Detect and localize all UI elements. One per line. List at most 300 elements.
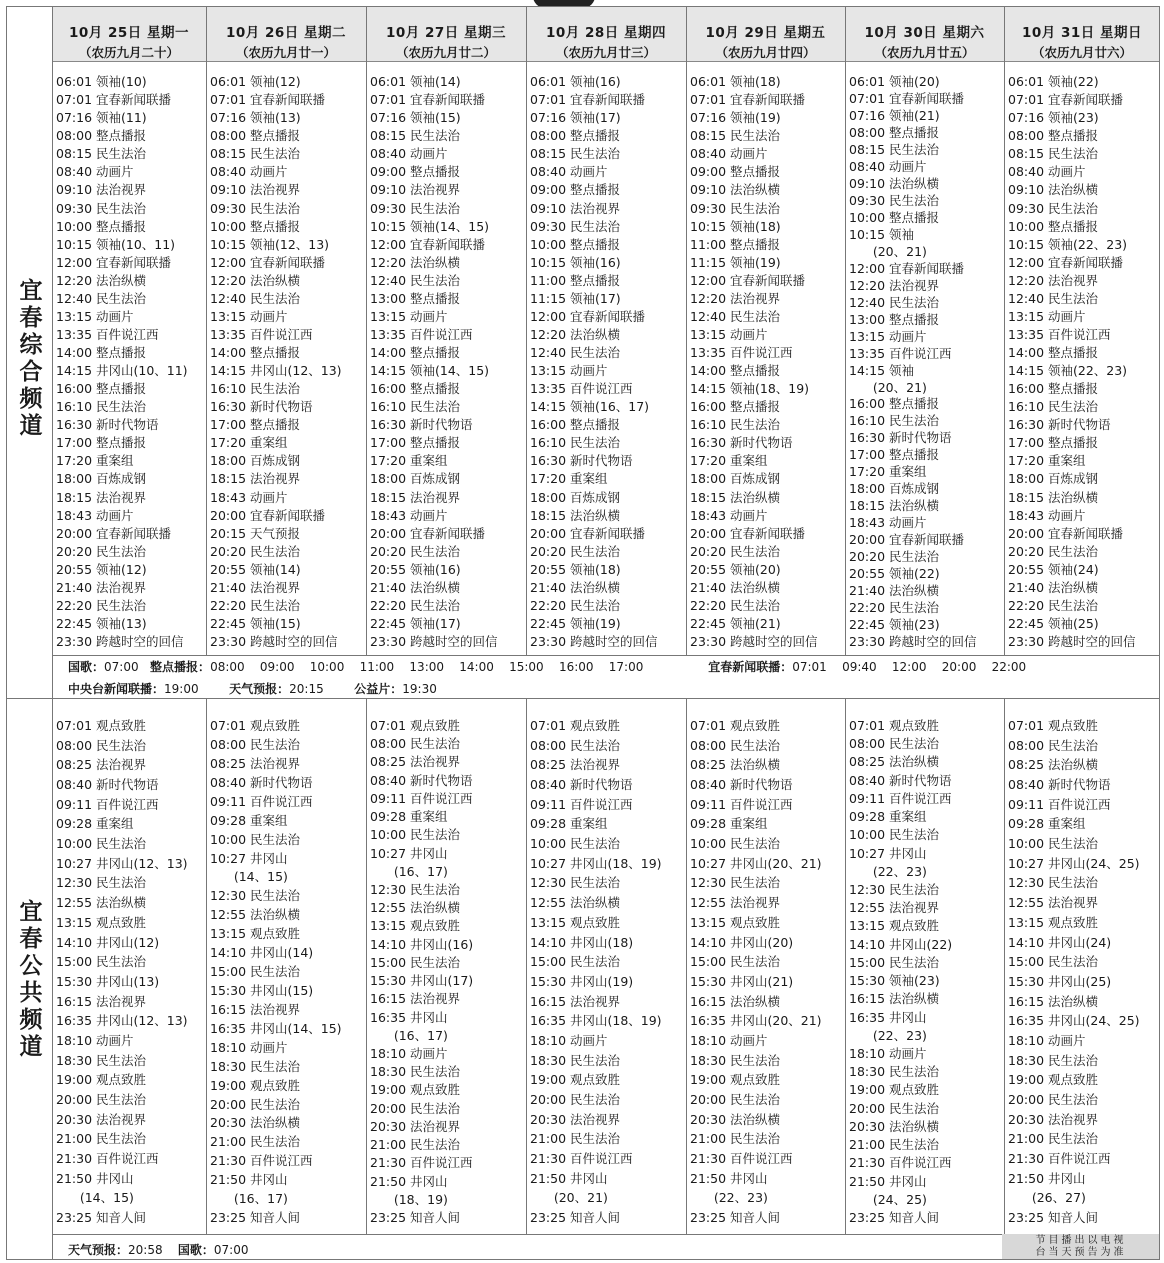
program-entry: 12:40 民生法治 <box>1008 290 1098 306</box>
channel-1-note-line-1 <box>68 658 1026 675</box>
program-entry: (16、17) <box>370 1027 448 1043</box>
program-entry: 07:01 宜春新闻联播 <box>849 91 964 106</box>
program-entry: 08:00 民生法治 <box>849 736 939 752</box>
program-entry: 16:00 整点播报 <box>1008 381 1098 397</box>
rule-right <box>1159 6 1160 1260</box>
program-entry: 09:00 整点播报 <box>370 164 460 180</box>
day-header <box>52 6 206 62</box>
program-entry: 13:15 动画片 <box>690 326 768 342</box>
program-entry: 18:10 动画片 <box>530 1032 608 1048</box>
rule-col-ch1 <box>1004 6 1005 655</box>
program-entry: 16:10 民生法治 <box>210 381 300 397</box>
program-entry: 21:40 法治纵横 <box>530 579 620 595</box>
day-lunar: （农历九月廿六） <box>1031 45 1132 60</box>
channel-2-note-line-1 <box>68 1241 248 1258</box>
program-entry: 17:00 整点播报 <box>1008 435 1098 451</box>
program-entry: 09:10 法治视界 <box>530 200 620 216</box>
program-entry: 23:30 跨越时空的回信 <box>210 634 338 649</box>
program-entry: 19:00 观点致胜 <box>849 1082 939 1098</box>
program-entry: 08:40 动画片 <box>370 146 448 162</box>
program-entry: 21:50 井冈山 <box>56 1170 134 1186</box>
schedule-column <box>845 718 1004 1226</box>
program-entry: 18:15 法治纵横 <box>530 507 620 523</box>
program-entry: 16:10 民生法治 <box>530 435 620 451</box>
program-entry: 10:00 整点播报 <box>849 209 939 225</box>
program-entry: 23:30 跨越时空的回信 <box>1008 634 1136 649</box>
program-entry: 12:30 民生法治 <box>690 875 780 891</box>
program-entry: 15:00 民生法治 <box>1008 954 1098 970</box>
program-entry: 08:00 整点播报 <box>1008 128 1098 144</box>
program-entry: 12:55 法治纵横 <box>56 895 146 911</box>
program-entry: 10:27 井冈山 <box>370 845 448 861</box>
program-entry: 13:15 观点致胜 <box>1008 914 1098 930</box>
schedule-column <box>52 74 206 650</box>
program-entry: 09:10 法治视界 <box>370 182 460 198</box>
day-date: 10月 30日 星期六 <box>864 25 985 41</box>
program-entry: 13:15 动画片 <box>370 308 448 324</box>
program-entry: 18:00 百炼成钢 <box>210 453 300 469</box>
program-entry: 07:01 宜春新闻联播 <box>690 92 805 108</box>
program-entry: 22:20 民生法治 <box>849 600 939 616</box>
program-entry: 21:00 民生法治 <box>530 1131 620 1147</box>
program-entry: 22:20 民生法治 <box>530 597 620 613</box>
program-entry: 20:00 宜春新闻联播 <box>210 507 325 523</box>
program-entry: 10:15 领袖(12、13) <box>210 236 330 252</box>
program-entry: 12:55 法治纵横 <box>210 907 300 923</box>
program-entry: 08:25 法治视界 <box>210 755 300 771</box>
channel-name: 宜春公共频道 <box>15 899 43 1061</box>
note-value: 08:00 09:00 10:00 11:00 13:00 14:00 15:00 16:00 17:00 <box>210 660 709 674</box>
note-key: 天气预报： <box>68 1243 129 1257</box>
program-entry: 07:01 观点致胜 <box>370 718 460 733</box>
program-entry: 10:00 整点播报 <box>1008 218 1098 234</box>
program-entry: 06:01 领袖(14) <box>370 74 461 89</box>
program-entry: 16:00 整点播报 <box>690 399 780 415</box>
day-header <box>1004 6 1160 62</box>
program-entry: 08:40 动画片 <box>56 164 134 180</box>
program-entry: 10:00 整点播报 <box>210 218 300 234</box>
note-key: 中央台新闻联播： <box>68 682 165 696</box>
program-entry: 21:40 法治纵横 <box>849 583 939 599</box>
program-entry: 18:00 百炼成钢 <box>690 471 780 487</box>
program-entry: 16:15 法治视界 <box>530 993 620 1009</box>
program-entry: 10:27 井冈山(24、25) <box>1008 855 1140 871</box>
program-entry: 18:30 民生法治 <box>530 1052 620 1068</box>
program-entry: 07:16 领袖(19) <box>690 110 781 126</box>
rule-col-ch1 <box>845 6 846 655</box>
program-entry: 08:15 民生法治 <box>1008 146 1098 162</box>
program-entry: 16:35 井冈山 <box>370 1009 448 1025</box>
program-entry: 12:55 法治视界 <box>849 900 939 916</box>
program-entry: 13:15 观点致胜 <box>370 918 460 934</box>
program-entry: 09:30 民生法治 <box>1008 200 1098 216</box>
program-entry: 17:20 重案组 <box>530 471 608 487</box>
program-entry: 10:00 民生法治 <box>530 836 620 852</box>
program-entry: 09:10 法治纵横 <box>1008 182 1098 198</box>
program-entry: 07:16 领袖(21) <box>849 107 940 123</box>
program-entry: 13:35 百件说江西 <box>210 326 313 342</box>
program-entry: 22:45 领袖(19) <box>530 615 621 631</box>
program-entry: 15:30 井冈山(13) <box>56 973 160 989</box>
program-entry: 19:00 观点致胜 <box>56 1072 146 1088</box>
program-entry: 18:15 法治视界 <box>370 489 460 505</box>
program-entry: 07:01 观点致胜 <box>56 718 146 733</box>
program-entry: 07:01 观点致胜 <box>690 718 780 733</box>
program-entry: (26、27) <box>1008 1190 1086 1206</box>
program-entry: 22:45 领袖(21) <box>690 615 781 631</box>
program-entry: 16:30 新时代物语 <box>1008 417 1111 433</box>
program-entry: 18:15 法治纵横 <box>690 489 780 505</box>
schedule-column <box>366 718 526 1226</box>
program-entry: 13:15 观点致胜 <box>690 914 780 930</box>
program-entry: 12:40 民生法治 <box>849 294 939 310</box>
rule-label-col <box>52 6 53 1260</box>
day-header <box>845 6 1004 62</box>
program-entry: 06:01 领袖(18) <box>690 74 781 89</box>
program-entry: 07:01 观点致胜 <box>530 718 620 733</box>
program-entry: 10:15 领袖(14、15) <box>370 218 490 234</box>
program-entry: 14:10 井冈山(18) <box>530 934 634 950</box>
program-entry: 11:15 领袖(19) <box>690 254 781 270</box>
program-entry: 19:00 观点致胜 <box>210 1077 300 1093</box>
program-entry: 12:55 法治纵横 <box>370 900 460 916</box>
program-entry: 23:30 跨越时空的回信 <box>690 634 818 649</box>
program-entry: 18:00 百炼成钢 <box>1008 471 1098 487</box>
tv-schedule-page <box>6 0 1160 1260</box>
program-entry: 07:01 宜春新闻联播 <box>530 92 645 108</box>
program-entry: 09:11 百件说江西 <box>1008 796 1111 812</box>
program-entry: 14:00 整点播报 <box>370 345 460 360</box>
program-entry: 19:00 观点致胜 <box>530 1072 620 1088</box>
program-entry: 14:10 井冈山(14) <box>210 945 314 961</box>
program-entry: 16:35 井冈山(14、15) <box>210 1020 342 1036</box>
program-entry: 12:30 民生法治 <box>56 875 146 891</box>
program-entry: 13:35 百件说江西 <box>690 345 793 360</box>
schedule-column <box>206 718 366 1226</box>
program-entry: 16:00 整点播报 <box>370 381 460 397</box>
program-entry: 09:28 重案组 <box>690 816 768 832</box>
program-entry: 21:30 百件说江西 <box>56 1151 159 1166</box>
day-date: 10月 29日 星期五 <box>705 25 826 41</box>
program-entry: 14:15 领袖(14、15) <box>370 363 490 378</box>
program-entry: 21:50 井冈山 <box>849 1173 927 1189</box>
note-value: 07:00 <box>104 660 151 674</box>
program-entry: 09:11 百件说江西 <box>530 796 633 812</box>
program-entry: 16:30 新时代物语 <box>690 435 793 451</box>
program-entry: 08:40 动画片 <box>1008 164 1086 180</box>
program-entry: 07:01 观点致胜 <box>210 718 300 733</box>
program-entry: 20:30 法治视界 <box>56 1111 146 1127</box>
program-entry: 21:00 民生法治 <box>56 1131 146 1147</box>
program-entry: 22:45 领袖(17) <box>370 615 461 631</box>
program-entry: 16:00 整点播报 <box>530 417 620 433</box>
rule-col-ch1 <box>686 6 687 655</box>
note-key: 整点播报： <box>150 660 211 674</box>
program-entry: 12:30 民生法治 <box>210 888 300 904</box>
program-entry: 16:35 井冈山(18、19) <box>530 1013 662 1029</box>
program-entry: 20:30 法治纵横 <box>690 1111 780 1127</box>
program-entry: 08:15 民生法治 <box>849 141 939 157</box>
rule-col-ch2 <box>1004 698 1005 1234</box>
note-value: 19:00 <box>164 682 230 696</box>
schedule-column <box>526 718 686 1226</box>
rule-channel-divider <box>6 698 1160 699</box>
program-entry: 13:35 百件说江西 <box>530 381 633 397</box>
program-entry: 23:25 知音人间 <box>849 1210 939 1225</box>
program-entry: 07:01 观点致胜 <box>1008 718 1098 733</box>
program-entry: 22:20 民生法治 <box>1008 597 1098 613</box>
program-entry: 13:15 观点致胜 <box>849 918 939 934</box>
program-entry: 16:30 新时代物语 <box>210 399 313 415</box>
program-entry: 16:15 法治纵横 <box>1008 993 1098 1009</box>
day-lunar: （农历九月廿四） <box>715 45 816 60</box>
program-entry: 16:10 民生法治 <box>56 399 146 415</box>
note-value: 20:15 <box>289 682 355 696</box>
program-entry: 23:30 跨越时空的回信 <box>56 634 184 649</box>
program-entry: 17:20 重案组 <box>849 464 927 480</box>
program-entry: 09:11 百件说江西 <box>210 793 313 809</box>
program-entry: 22:45 领袖(13) <box>56 615 147 631</box>
program-entry: 22:45 领袖(15) <box>210 615 301 631</box>
program-entry: 12:00 宜春新闻联播 <box>210 254 325 270</box>
program-entry: 20:00 宜春新闻联播 <box>1008 525 1123 541</box>
program-entry: 07:01 宜春新闻联播 <box>1008 92 1123 108</box>
program-entry: 08:25 法治纵横 <box>690 757 780 773</box>
program-entry: 14:00 整点播报 <box>690 363 780 378</box>
program-entry: 17:20 重案组 <box>56 453 134 469</box>
rule-col-ch2 <box>686 698 687 1234</box>
program-entry: 21:30 百件说江西 <box>530 1151 633 1166</box>
program-entry: 18:00 百炼成钢 <box>530 489 620 505</box>
program-entry: 18:15 法治视界 <box>56 489 146 505</box>
program-entry: 12:20 法治纵横 <box>530 326 620 342</box>
program-entry: 20:55 领袖(16) <box>370 561 461 577</box>
program-entry: 21:30 百件说江西 <box>370 1155 473 1171</box>
program-entry: 21:00 民生法治 <box>210 1134 300 1150</box>
program-entry: 18:43 动画片 <box>370 507 448 523</box>
program-entry: 08:00 民生法治 <box>530 737 620 753</box>
rule-col-ch1 <box>206 6 207 655</box>
program-entry: 18:30 民生法治 <box>849 1064 939 1080</box>
program-entry: 21:30 百件说江西 <box>849 1155 952 1171</box>
program-entry: 13:35 百件说江西 <box>1008 326 1111 342</box>
program-entry: 16:15 法治视界 <box>210 1001 300 1017</box>
program-entry: (22、23) <box>849 1027 927 1043</box>
program-entry: (20、21) <box>530 1190 608 1206</box>
program-entry: 06:01 领袖(16) <box>530 74 621 89</box>
schedule-column <box>686 718 845 1226</box>
program-entry: 06:01 领袖(20) <box>849 74 940 89</box>
day-header <box>686 6 845 62</box>
program-entry: 18:30 民生法治 <box>690 1052 780 1068</box>
program-entry: 22:20 民生法治 <box>56 597 146 613</box>
program-entry: 09:28 重案组 <box>210 812 288 828</box>
program-entry: 13:15 观点致胜 <box>210 926 300 942</box>
schedule-column <box>845 74 1004 650</box>
program-entry: 16:35 井冈山(24、25) <box>1008 1013 1140 1029</box>
program-entry: 16:30 新时代物语 <box>530 453 633 469</box>
program-entry: 12:40 民生法治 <box>370 272 460 288</box>
note-value: 19:30 <box>402 682 437 696</box>
program-entry: (14、15) <box>210 869 288 885</box>
program-entry: 08:15 民生法治 <box>56 146 146 162</box>
program-entry: 12:20 法治纵横 <box>370 254 460 270</box>
program-entry: 19:00 观点致胜 <box>690 1072 780 1088</box>
program-entry: 16:00 整点播报 <box>849 396 939 412</box>
program-entry: 21:50 井冈山 <box>690 1170 768 1186</box>
program-entry: 16:35 井冈山(12、13) <box>56 1013 188 1029</box>
day-date: 10月 25日 星期一 <box>69 25 189 41</box>
program-entry: 09:30 民生法治 <box>530 218 620 234</box>
program-entry: 12:00 宜春新闻联播 <box>530 308 645 324</box>
program-entry: 14:00 整点播报 <box>1008 345 1098 360</box>
program-entry: 10:00 民生法治 <box>370 827 460 843</box>
program-entry: 08:40 动画片 <box>210 164 288 180</box>
program-entry: 16:30 新时代物语 <box>370 417 473 433</box>
note-key: 国歌： <box>177 1243 214 1257</box>
program-entry: 15:00 民生法治 <box>530 954 620 970</box>
program-entry: 08:00 整点播报 <box>56 128 146 144</box>
program-entry: 11:00 整点播报 <box>690 236 780 252</box>
program-entry: 13:15 动画片 <box>56 308 134 324</box>
program-entry: 14:00 整点播报 <box>56 345 146 360</box>
program-entry: (14、15) <box>56 1190 134 1206</box>
rule-ch2-bottom <box>52 1234 1002 1235</box>
program-entry: 21:50 井冈山 <box>1008 1170 1086 1186</box>
program-entry: 08:40 动画片 <box>690 146 768 162</box>
program-entry: 10:15 领袖(10、11) <box>56 236 176 252</box>
program-entry: 20:30 法治视界 <box>370 1118 460 1134</box>
program-entry: 10:27 井冈山(12、13) <box>56 855 188 871</box>
program-entry: 14:15 井冈山(10、11) <box>56 363 188 378</box>
program-entry: 23:25 知音人间 <box>690 1210 780 1225</box>
program-entry: 18:43 动画片 <box>56 507 134 523</box>
program-entry: 08:15 民生法治 <box>210 146 300 162</box>
program-entry: 21:50 井冈山 <box>370 1173 448 1189</box>
program-entry: 14:15 领袖(16、17) <box>530 399 650 415</box>
program-entry: 08:00 整点播报 <box>849 124 939 140</box>
program-entry: 08:40 新时代物语 <box>370 772 473 788</box>
day-lunar: （农历九月廿一） <box>235 45 336 60</box>
rule-col-ch1 <box>526 6 527 655</box>
program-entry: 12:30 民生法治 <box>849 882 939 897</box>
program-entry: 09:11 百件说江西 <box>849 790 952 806</box>
program-entry: 16:30 新时代物语 <box>56 417 159 433</box>
schedule-column <box>1004 74 1160 650</box>
program-entry: 09:30 民生法治 <box>690 200 780 216</box>
program-entry: 17:20 重案组 <box>370 453 448 469</box>
program-entry: 10:00 民生法治 <box>690 836 780 852</box>
program-entry: 12:55 法治纵横 <box>530 895 620 911</box>
rule-top <box>6 6 1160 7</box>
channel-name: 宜春综合频道 <box>15 278 43 440</box>
program-entry: 20:55 领袖(24) <box>1008 561 1099 577</box>
program-entry: 20:20 民生法治 <box>690 543 780 559</box>
program-entry: 14:15 领袖(22、23) <box>1008 363 1128 378</box>
rule-col-ch2 <box>526 698 527 1234</box>
program-entry: 21:30 百件说江西 <box>210 1153 313 1169</box>
program-entry: 06:01 领袖(10) <box>56 74 147 89</box>
program-entry: 15:30 井冈山(17) <box>370 973 474 989</box>
rule-col-ch1 <box>366 6 367 655</box>
program-entry: 21:50 井冈山 <box>530 1170 608 1186</box>
program-entry: 10:27 井冈山(20、21) <box>690 855 822 871</box>
program-entry: 12:20 法治视界 <box>1008 272 1098 288</box>
program-entry: 12:00 宜春新闻联播 <box>849 260 964 276</box>
program-entry: 12:40 民生法治 <box>56 290 146 306</box>
program-entry: 21:40 法治视界 <box>210 579 300 595</box>
program-entry: 19:00 观点致胜 <box>370 1082 460 1098</box>
program-entry: 08:15 民生法治 <box>530 146 620 162</box>
program-entry: 08:15 民生法治 <box>370 128 460 144</box>
program-entry: 09:30 民生法治 <box>56 200 146 216</box>
program-entry: 12:30 民生法治 <box>370 882 460 897</box>
program-entry: 16:15 法治视界 <box>56 993 146 1009</box>
program-entry: 16:35 井冈山 <box>849 1009 927 1025</box>
program-entry: 18:30 民生法治 <box>56 1052 146 1068</box>
program-entry: 08:25 法治纵横 <box>849 754 939 770</box>
program-entry: 23:25 知音人间 <box>56 1210 146 1225</box>
program-entry: 14:10 井冈山(16) <box>370 936 474 952</box>
program-entry: 10:00 整点播报 <box>530 236 620 252</box>
day-date: 10月 27日 星期三 <box>386 25 506 41</box>
program-entry: 13:15 动画片 <box>210 308 288 324</box>
program-entry: 22:20 民生法治 <box>210 597 300 613</box>
program-entry: 13:15 动画片 <box>530 363 608 378</box>
program-entry: 08:00 整点播报 <box>210 128 300 144</box>
program-entry: 18:10 动画片 <box>56 1032 134 1048</box>
program-entry: 23:25 知音人间 <box>370 1210 460 1225</box>
note-value: 07:00 <box>213 1243 249 1257</box>
program-entry: 12:40 民生法治 <box>530 345 620 360</box>
program-entry: 10:15 领袖(22、23) <box>1008 236 1128 252</box>
program-entry: 10:00 整点播报 <box>56 218 146 234</box>
program-entry: 20:00 宜春新闻联播 <box>370 525 485 541</box>
program-entry: 13:00 整点播报 <box>849 311 939 327</box>
program-entry: 16:00 整点播报 <box>56 381 146 397</box>
program-entry: 21:00 民生法治 <box>370 1137 460 1153</box>
program-entry: 15:00 民生法治 <box>849 954 939 970</box>
program-entry: 20:55 领袖(18) <box>530 561 621 577</box>
program-entry: 18:43 动画片 <box>1008 507 1086 523</box>
program-entry: 09:28 重案组 <box>530 816 608 832</box>
schedule-column <box>366 74 526 650</box>
program-entry: 10:00 民生法治 <box>210 831 300 847</box>
program-entry: 16:10 民生法治 <box>690 417 780 433</box>
program-entry: 13:00 整点播报 <box>370 290 460 306</box>
program-entry: 09:10 法治视界 <box>56 182 146 198</box>
program-entry: 17:20 重案组 <box>210 435 288 451</box>
program-entry: 06:01 领袖(22) <box>1008 74 1099 89</box>
program-entry: 18:15 法治纵横 <box>1008 489 1098 505</box>
program-entry: 16:10 民生法治 <box>849 413 939 429</box>
program-entry: 17:00 整点播报 <box>370 435 460 451</box>
program-entry: 20:30 法治纵横 <box>849 1118 939 1134</box>
rule-col-ch2 <box>206 698 207 1234</box>
program-entry: 20:20 民生法治 <box>210 543 300 559</box>
program-entry: 20:00 宜春新闻联播 <box>849 532 964 548</box>
program-entry: 08:25 法治视界 <box>530 757 620 773</box>
program-entry: (22、23) <box>690 1190 768 1206</box>
program-entry: 12:00 宜春新闻联播 <box>370 236 485 252</box>
program-entry: 16:35 井冈山(20、21) <box>690 1013 822 1029</box>
program-entry: 12:20 法治纵横 <box>56 272 146 288</box>
program-entry: 08:00 民生法治 <box>370 736 460 752</box>
program-entry: 15:30 井冈山(19) <box>530 973 634 989</box>
program-entry: 07:16 领袖(23) <box>1008 110 1099 126</box>
program-entry: 09:10 法治纵横 <box>849 175 939 191</box>
stamp-line: 台当天预告为准 <box>1035 1247 1127 1258</box>
